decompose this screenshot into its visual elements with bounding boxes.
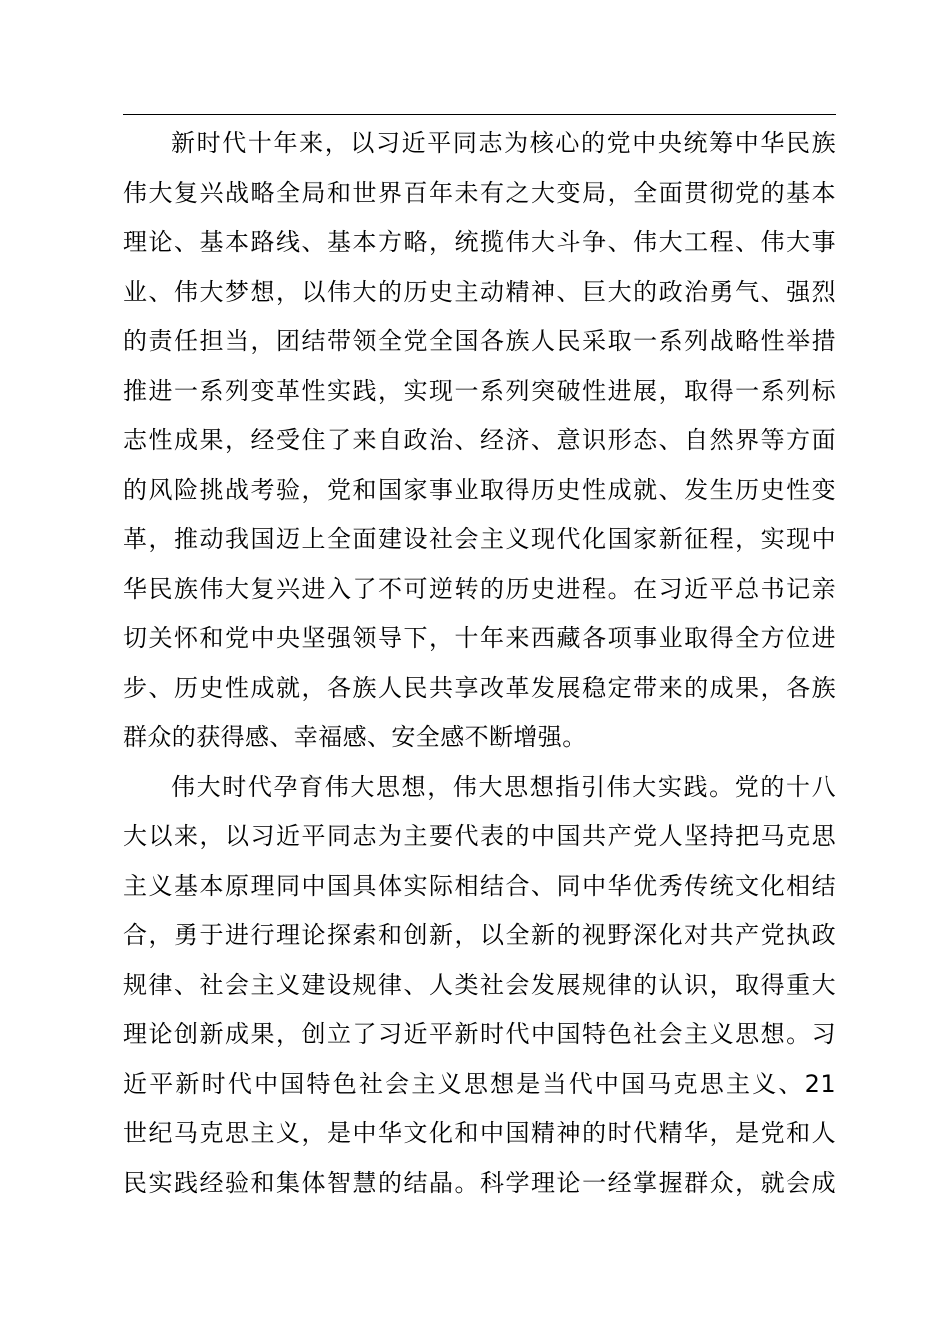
paragraph-line: 民实践经验和集体智慧的结晶。科学理论一经掌握群众，就会成 xyxy=(123,1168,836,1197)
header-rule xyxy=(123,114,836,115)
paragraph-1 xyxy=(123,119,836,763)
paragraph-line: 规律、社会主义建设规律、人类社会发展规律的认识，取得重大 xyxy=(123,970,836,999)
paragraph-line: 切关怀和党中央坚强领导下，十年来西藏各项事业取得全方位进 xyxy=(123,624,836,652)
paragraph-line: 新时代十年来，以习近平同志为核心的党中央统筹中华民族 xyxy=(171,129,836,157)
paragraph-line: 合，勇于进行理论探索和创新，以全新的视野深化对共产党执政 xyxy=(123,921,836,949)
paragraph-line: 革，推动我国迈上全面建设社会主义现代化国家新征程，实现中 xyxy=(123,525,836,553)
paragraph-line: 理论、基本路线、基本方略，统揽伟大斗争、伟大工程、伟大事 xyxy=(123,228,836,256)
paragraph-line: 志性成果，经受住了来自政治、经济、意识形态、自然界等方面 xyxy=(123,426,836,454)
paragraph-line: 伟大时代孕育伟大思想，伟大思想指引伟大实践。党的十八 xyxy=(171,772,836,801)
paragraph-line: 的风险挑战考验，党和国家事业取得历史性成就、发生历史性变 xyxy=(123,475,836,504)
paragraph-line: 近平新时代中国特色社会主义思想是当代中国马克思主义、21 xyxy=(123,1069,836,1098)
paragraph-line: 业、伟大梦想，以伟大的历史主动精神、巨大的政治勇气、强烈 xyxy=(123,277,836,306)
paragraph-line: 大以来，以习近平同志为主要代表的中国共产党人坚持把马克思 xyxy=(123,822,836,850)
paragraph-line: 主义基本原理同中国具体实际相结合、同中华优秀传统文化相结 xyxy=(123,871,836,900)
paragraph-line: 的责任担当，团结带领全党全国各族人民采取一系列战略性举措 xyxy=(123,327,836,355)
paragraph-line: 理论创新成果，创立了习近平新时代中国特色社会主义思想。习 xyxy=(123,1020,836,1048)
paragraph-line: 推进一系列变革性实践，实现一系列突破性进展，取得一系列标 xyxy=(123,376,836,405)
paragraph-line: 华民族伟大复兴进入了不可逆转的历史进程。在习近平总书记亲 xyxy=(123,574,836,603)
paragraph-line: 伟大复兴战略全局和世界百年未有之大变局，全面贯彻党的基本 xyxy=(123,178,836,207)
paragraph-line: 步、历史性成就，各族人民共享改革发展稳定带来的成果，各族 xyxy=(123,673,836,702)
paragraph-line: 群众的获得感、幸福感、安全感不断增强。 xyxy=(123,723,587,751)
body-text xyxy=(123,119,836,1208)
paragraph-2 xyxy=(123,763,836,1209)
paragraph-line: 世纪马克思主义，是中华文化和中国精神的时代精华，是党和人 xyxy=(123,1119,836,1147)
